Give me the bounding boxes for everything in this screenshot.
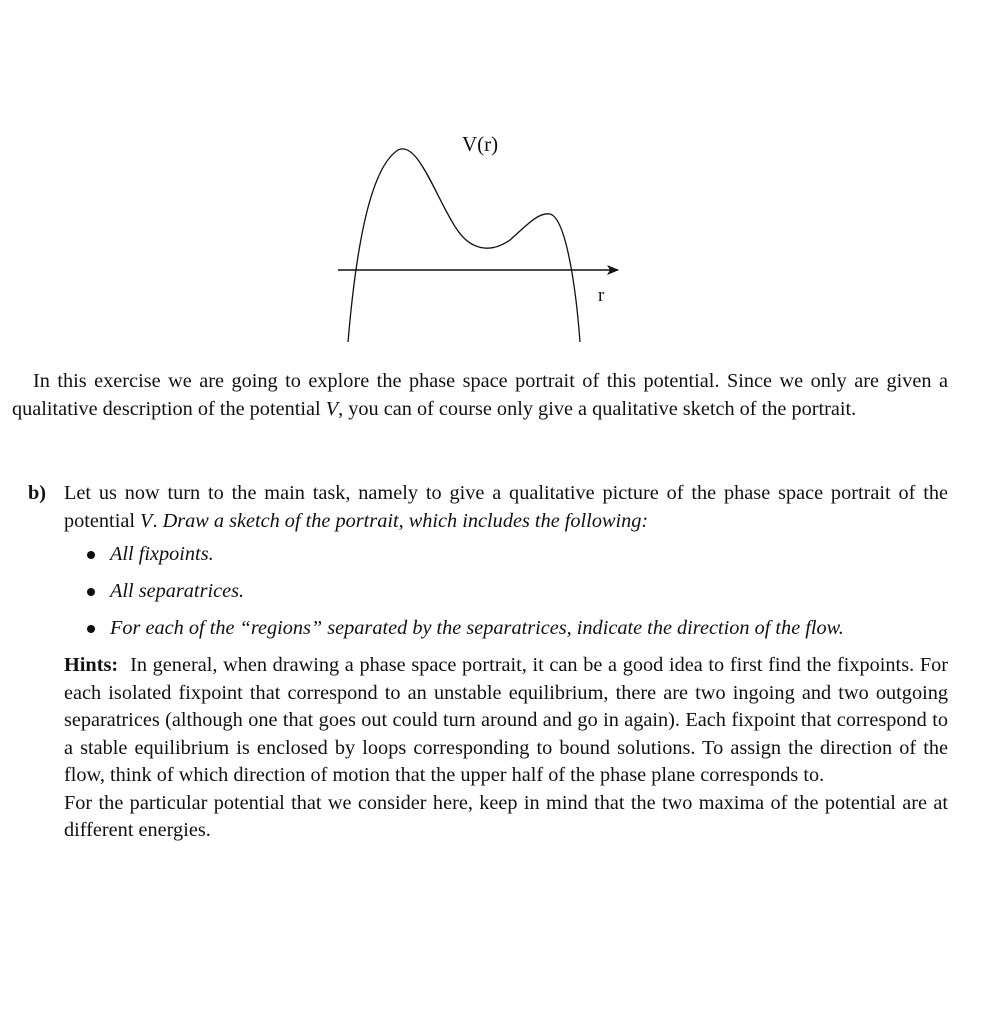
requirements-list: [78, 541, 844, 652]
hints-text-block: [64, 652, 948, 790]
task-label: b): [28, 482, 47, 504]
intro-text-b: , you can of course only give a qualitative sketch of the portrait.: [338, 397, 857, 420]
potential-plot: [330, 128, 630, 348]
list-item: [78, 541, 844, 578]
task-text-a: Let us now turn to the main task, namely to give a qualitative picture of the phase space portrait of the potential: [64, 482, 948, 532]
hints-label: Hints:: [64, 654, 119, 676]
r-axis-label: r: [598, 285, 605, 306]
bullet-icon: [87, 588, 95, 596]
bullet-text: For each of the “regions” separated by the separatrices, indicate the direction of the flow.: [110, 617, 844, 639]
hints-paragraph: [64, 652, 948, 845]
potential-curve: [348, 149, 580, 342]
intro-var-v: V: [325, 397, 339, 420]
hints-text: In general, when drawing a phase space portrait, it can be a good idea to first find the fixpoints. For each isolated fixpoint that correspond to an unstable equilibrium, there are two ingoing and two outgoing separatrices (although one that goes out could turn around and go in again). Each fixpoint that correspond to a stable equilibrium is enclosed by loops corresponding to bound solutions. To assign the direction of the flow, think of which direction of motion that the upper half of the phase plane corresponds to.: [64, 654, 948, 786]
intro-text-a: In this exercise we are going to explore the phase space portrait of this potential. Since we only are given a qualitative description of the potential: [12, 370, 948, 420]
bullet-icon: [87, 551, 95, 559]
task-text-b: .: [152, 509, 163, 532]
v-axis-label: V(r): [462, 132, 499, 156]
hints-text-2: For the particular potential that we consider here, keep in mind that the two maxima of the potential are at different energies.: [64, 791, 948, 841]
bullet-text: All fixpoints.: [110, 543, 214, 565]
potential-figure: [330, 128, 630, 348]
list-item: [78, 578, 844, 615]
bullet-text: All separatrices.: [110, 580, 245, 602]
task-var-v: V: [140, 509, 153, 532]
bullet-icon: [87, 625, 95, 633]
task-instruction: Draw a sketch of the portrait, which includes the following:: [162, 509, 649, 532]
list-item: [78, 615, 844, 652]
task-b: [28, 480, 948, 532]
intro-paragraph: [12, 368, 948, 423]
task-text: [64, 480, 948, 535]
